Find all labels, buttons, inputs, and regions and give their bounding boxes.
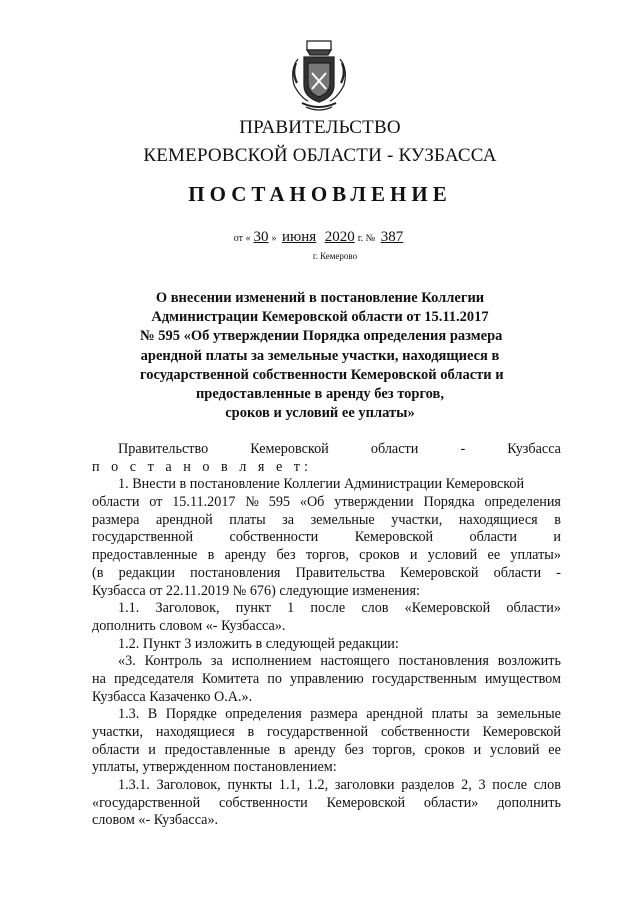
body-line <box>92 706 561 724</box>
word: по <box>267 670 282 687</box>
word: Кемеровской <box>326 794 406 811</box>
body-line <box>92 529 561 547</box>
word: государственной <box>267 724 369 740</box>
word: определения <box>484 494 561 511</box>
word: 1.3. <box>118 706 140 723</box>
body-line: Кузбасса от 22.11.2019 № 676) следующие изменения: <box>92 582 420 599</box>
word: Правительство <box>118 441 209 457</box>
word: участки, <box>391 511 443 528</box>
word: утверждении <box>334 494 414 511</box>
word: и <box>553 529 561 546</box>
word: условий <box>427 547 478 564</box>
word: (в <box>92 564 104 581</box>
word: 1.2, <box>306 777 329 794</box>
body-line: Кузбасса Казаченко О.А.». <box>92 688 253 705</box>
date-year-suffix: г. № <box>357 233 376 244</box>
word: размера <box>92 511 140 528</box>
word: ее <box>487 547 501 564</box>
body-line <box>92 795 561 813</box>
word: Комитета <box>201 670 260 687</box>
word: Порядка <box>423 494 475 511</box>
word: земельные <box>310 511 375 528</box>
org-name-line-1: ПРАВИТЕЛЬСТВО <box>239 117 401 138</box>
word: платы <box>229 511 266 528</box>
word: «Об <box>299 494 325 511</box>
body-line <box>92 777 561 795</box>
document-title <box>140 289 504 423</box>
word: Кемеровской <box>482 724 561 740</box>
word: и <box>148 741 156 758</box>
place: г. Кемерово <box>312 251 358 261</box>
word: аренду <box>224 547 267 564</box>
word: сроков <box>359 547 400 564</box>
word: в <box>207 547 215 564</box>
word: 3 <box>478 777 486 794</box>
word: заголовки <box>334 777 395 794</box>
word: № <box>245 494 259 511</box>
word: государственной <box>92 529 194 546</box>
word: арендной <box>366 706 424 723</box>
word: государственным <box>371 670 477 687</box>
word: 1.3.1. <box>118 777 150 794</box>
word: 15.11.2017 <box>172 494 236 511</box>
word: размера <box>310 706 358 723</box>
word: исполнением <box>231 653 312 670</box>
date-month: июня <box>282 229 317 245</box>
body-line <box>92 441 561 459</box>
word: условий <box>490 741 540 758</box>
word: предоставленные <box>164 741 270 758</box>
date-mid: » <box>271 233 277 244</box>
body-line <box>92 512 561 530</box>
word: председателя <box>113 670 194 687</box>
document-number: 387 <box>380 229 404 245</box>
word: Кемеровской <box>400 564 479 581</box>
word: постановления <box>398 653 489 670</box>
date-year: 2020 <box>324 229 355 245</box>
word: на <box>92 670 106 687</box>
word: области <box>370 441 419 457</box>
title-line: государственной собственности Кемеровской области и <box>140 366 504 383</box>
title-line: Администрации Кемеровской области от 15.11.2017 <box>151 309 489 326</box>
body-line: словом «- Кузбасса». <box>92 812 219 829</box>
word: уплаты» <box>510 547 561 564</box>
word: области <box>469 529 517 546</box>
word: 1.1. <box>118 600 140 617</box>
word: пункты <box>227 777 273 794</box>
word: Заголовок, <box>156 777 221 794</box>
word: земельные <box>496 706 561 723</box>
word: управлению <box>290 670 364 687</box>
body-line: уплаты, утвержденном постановлением: <box>92 759 337 776</box>
word: за <box>476 706 489 723</box>
body-line <box>92 671 561 689</box>
body-line: дополнить словом «- Кузбасса». <box>92 617 286 634</box>
body-line <box>92 600 561 618</box>
word: без <box>276 547 296 564</box>
word: «государственной <box>92 794 201 811</box>
word: Заголовок, <box>155 600 220 617</box>
body-line <box>92 547 561 565</box>
word: разделов <box>401 777 455 794</box>
word: находящиеся <box>458 511 538 528</box>
coat-of-arms-icon <box>288 39 350 113</box>
word: области <box>92 741 140 758</box>
word: сроков <box>424 741 465 758</box>
body-line <box>92 565 561 583</box>
word: 2, <box>461 777 472 794</box>
word: собственности <box>229 529 319 546</box>
word: после <box>492 777 527 794</box>
word: торгов, <box>372 741 416 758</box>
body-line: 1.2. Пункт 3 изложить в следующей редакции: <box>118 635 399 652</box>
word: Порядке <box>165 706 217 723</box>
word: Правительства <box>295 564 385 581</box>
word: редакции <box>118 564 175 581</box>
word: - <box>556 564 561 581</box>
word: за <box>282 511 295 528</box>
word: В <box>147 706 158 723</box>
title-line: сроков и условий ее уплаты» <box>225 405 415 422</box>
word: предоставленные <box>92 547 198 564</box>
word: дополнить <box>497 794 561 811</box>
body-line <box>92 494 561 512</box>
title-line: предоставленные в аренду без торгов, <box>195 386 445 403</box>
word: области» <box>506 600 561 617</box>
word: в <box>278 741 286 758</box>
document-type: ПОСТАНОВЛЕНИЕ <box>188 182 452 206</box>
word: слов <box>361 600 389 617</box>
body-line: п о с т а н о в л я е т: <box>92 458 312 475</box>
word: от <box>149 494 163 511</box>
word: определения <box>225 706 302 723</box>
title-line: арендной платы за земельные участки, находящиеся в <box>140 347 500 364</box>
word: 1 <box>287 600 295 617</box>
word: участки, <box>92 724 144 740</box>
body-line <box>92 742 561 760</box>
title-line: № 595 «Об утверждении Порядка определения размера <box>140 328 503 345</box>
word: настоящего <box>320 653 390 670</box>
word: торгов, <box>305 547 349 564</box>
org-name-line-2: КЕМЕРОВСКОЙ ОБЛАСТИ - КУЗБАССА <box>143 145 497 166</box>
word: Кузбасса <box>507 441 561 457</box>
word: арендной <box>155 511 213 528</box>
word: собственности <box>219 794 308 811</box>
word: собственности <box>380 724 470 740</box>
word: аренду <box>294 741 336 758</box>
word: - <box>460 441 466 457</box>
date-line <box>0 229 640 246</box>
word: и <box>409 547 418 564</box>
word: Кемеровской <box>354 529 434 546</box>
word: за <box>210 653 223 670</box>
word: возложить <box>497 653 561 670</box>
word: без <box>344 741 364 758</box>
word: платы <box>431 706 468 723</box>
body-line <box>92 724 561 742</box>
document-body <box>92 441 561 830</box>
word: постановления <box>190 564 281 581</box>
word: в <box>247 724 255 740</box>
word: после <box>310 600 346 617</box>
word: 595 <box>268 494 291 511</box>
word: слов <box>533 777 561 794</box>
date-prefix: от « <box>233 233 251 244</box>
word: Кемеровской <box>250 441 329 457</box>
word: пункт <box>235 600 271 617</box>
word: Контроль <box>144 653 202 670</box>
body-line <box>92 653 561 671</box>
word: области <box>493 564 542 581</box>
word: ее <box>548 741 561 758</box>
word: в <box>554 511 561 528</box>
word: области <box>92 494 140 511</box>
title-line: О внесении изменений в постановление Коллегии <box>155 290 485 306</box>
word: области» <box>423 794 479 811</box>
date-day: 30 <box>253 229 269 245</box>
word: находящиеся <box>155 724 235 740</box>
body-line: 1. Внести в постановление Коллегии Администрации Кемеровской <box>118 476 525 493</box>
word: имуществом <box>484 670 561 687</box>
word: и <box>473 741 482 758</box>
word: «Кемеровской <box>404 600 491 617</box>
word: 1.1, <box>278 777 301 794</box>
word: «3. <box>118 653 136 670</box>
